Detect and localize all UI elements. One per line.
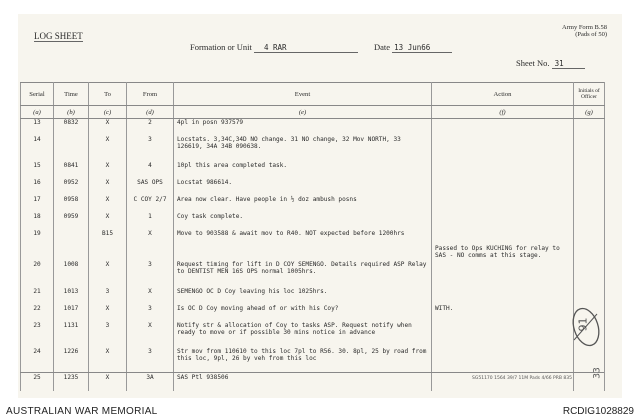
to-cell: X — [89, 196, 127, 213]
column-header-row — [21, 83, 605, 106]
margin-page-number-top: 91 — [576, 317, 590, 332]
to-cell: 3 — [89, 322, 127, 348]
table-row — [21, 322, 605, 348]
col-serial: Serial — [21, 83, 54, 106]
date-field: Date 13 Jun66 — [374, 42, 452, 53]
initials-cell — [574, 196, 605, 213]
to-cell: X — [89, 179, 127, 196]
time-cell: 1008 — [54, 261, 89, 288]
action-cell — [432, 261, 574, 288]
col-initials: Initials of Officer — [574, 83, 605, 106]
from-cell: 3 — [127, 136, 174, 162]
table-row — [21, 213, 605, 230]
from-cell: 2 — [127, 119, 174, 136]
event-cell: 4pl in posn 937579 — [174, 119, 432, 136]
table-row — [21, 305, 605, 322]
form-number: Army Form B.58 (Pads of 50) — [562, 24, 607, 38]
archive-footer — [0, 403, 640, 420]
time-cell: 0841 — [54, 162, 89, 179]
to-cell: X — [89, 136, 127, 162]
margin-page-number-bottom: 33 — [592, 367, 603, 379]
col-sub: (e) — [174, 106, 432, 119]
print-code: SG51170 1564 39/7 11M Pads 4/66 PRB 835 — [472, 376, 572, 381]
from-cell: X — [127, 322, 174, 348]
table-row — [21, 288, 605, 305]
action-cell — [432, 288, 574, 305]
action-cell — [432, 322, 574, 348]
serial-cell: 25 — [21, 374, 54, 391]
serial-cell: 19 — [21, 230, 54, 261]
action-cell — [432, 348, 574, 374]
time-cell: 1013 — [54, 288, 89, 305]
to-cell: X — [89, 162, 127, 179]
initials-cell — [574, 179, 605, 196]
initials-cell — [574, 230, 605, 261]
col-sub: (d) — [127, 106, 174, 119]
from-cell: 3 — [127, 261, 174, 288]
archive-name: AUSTRALIAN WAR MEMORIAL — [6, 406, 158, 417]
from-cell: 3A — [127, 374, 174, 391]
serial-cell: 21 — [21, 288, 54, 305]
event-cell: Request timing for lift in D COY SEMENGO. Details required ASP Relay to DENTIST MEN 16S OPS normal 1005hrs. — [174, 261, 432, 288]
formation-value: 4 RAR — [254, 43, 358, 53]
event-cell: Area now clear. Have people in ½ doz ambush posns — [174, 196, 432, 213]
time-cell: 0958 — [54, 196, 89, 213]
action-cell — [432, 213, 574, 230]
event-cell: Is OC D Coy moving ahead of or with his Coy? — [174, 305, 432, 322]
col-sub: (f) — [432, 106, 574, 119]
col-sub: (a) — [21, 106, 54, 119]
serial-cell: 22 — [21, 305, 54, 322]
action-cell — [432, 136, 574, 162]
serial-cell: 14 — [21, 136, 54, 162]
from-cell: 4 — [127, 162, 174, 179]
time-cell: 0959 — [54, 213, 89, 230]
to-cell: X — [89, 119, 127, 136]
time-cell: 0952 — [54, 179, 89, 196]
event-cell: SAS Ptl 938506 — [174, 374, 432, 391]
table-bottom-rule — [20, 372, 604, 373]
to-cell: X — [89, 213, 127, 230]
sheet-title: LOG SHEET — [34, 31, 83, 41]
serial-cell: 23 — [21, 322, 54, 348]
initials-cell — [574, 261, 605, 288]
serial-cell: 17 — [21, 196, 54, 213]
table-row — [21, 348, 605, 374]
col-time: Time — [54, 83, 89, 106]
log-table — [20, 82, 605, 391]
time-cell: 0832 — [54, 119, 89, 136]
time-cell: 1131 — [54, 322, 89, 348]
event-cell: Move to 903588 & await mov to R40. NOT expected before 1200hrs — [174, 230, 432, 261]
serial-cell: 13 — [21, 119, 54, 136]
col-from: From — [127, 83, 174, 106]
to-cell: X — [89, 374, 127, 391]
time-cell: 1226 — [54, 348, 89, 374]
to-cell: X — [89, 261, 127, 288]
table-row — [21, 119, 605, 136]
date-value: 13 Jun66 — [392, 43, 452, 53]
initials-cell — [574, 162, 605, 179]
sheet-number-field: Sheet No. 31 — [516, 58, 585, 69]
col-event: Event — [174, 83, 432, 106]
time-cell — [54, 230, 89, 261]
to-cell: B15 — [89, 230, 127, 261]
from-cell: C COY 2/7 — [127, 196, 174, 213]
serial-cell: 16 — [21, 179, 54, 196]
event-cell: Notify str & allocation of Coy to tasks ASP. Request notify when ready to move or if possible 30 mins notice in advance — [174, 322, 432, 348]
to-cell: X — [89, 305, 127, 322]
from-cell: 3 — [127, 305, 174, 322]
table-row — [21, 261, 605, 288]
table-row — [21, 196, 605, 213]
col-sub: (b) — [54, 106, 89, 119]
col-action: Action — [432, 83, 574, 106]
to-cell: X — [89, 348, 127, 374]
event-cell: Locstat 986614. — [174, 179, 432, 196]
initials-cell — [574, 288, 605, 305]
event-cell: Coy task complete. — [174, 213, 432, 230]
table-row — [21, 136, 605, 162]
time-cell — [54, 136, 89, 162]
from-cell: SAS OPS — [127, 179, 174, 196]
sheet-number-value: 31 — [552, 59, 585, 69]
col-to: To — [89, 83, 127, 106]
col-sub: (g) — [574, 106, 605, 119]
initials-cell — [574, 119, 605, 136]
initials-cell — [574, 213, 605, 230]
initials-cell — [574, 136, 605, 162]
time-cell: 1235 — [54, 374, 89, 391]
action-cell — [432, 162, 574, 179]
from-cell: X — [127, 230, 174, 261]
serial-cell: 15 — [21, 162, 54, 179]
event-cell: SEMENGO OC D Coy leaving his loc 1025hrs. — [174, 288, 432, 305]
action-cell: Passed to Ops KUCHING for relay to SAS - NO comms at this stage. — [432, 230, 574, 261]
formation-field: Formation or Unit 4 RAR — [190, 42, 358, 53]
serial-cell: 18 — [21, 213, 54, 230]
serial-cell: 20 — [21, 261, 54, 288]
table-row — [21, 179, 605, 196]
table-row — [21, 162, 605, 179]
serial-cell: 24 — [21, 348, 54, 374]
action-cell — [432, 196, 574, 213]
from-cell: 1 — [127, 213, 174, 230]
col-sub: (c) — [89, 106, 127, 119]
table-row — [21, 230, 605, 261]
action-cell: WITH. — [432, 305, 574, 322]
event-cell: 10pl this area completed task. — [174, 162, 432, 179]
from-cell: 3 — [127, 348, 174, 374]
event-cell: Str mov from 110610 to this loc 7pl to R56. 30. 8pl, 25 by road from this loc, 9pl, 26 by veh from this loc — [174, 348, 432, 374]
from-cell: X — [127, 288, 174, 305]
event-cell: Locstats. 3,34C,34D NO change. 31 NO change, 32 Mov NORTH, 33 126619, 34A 34B 090638. — [174, 136, 432, 162]
archive-id: RCDIG1028829 — [562, 406, 634, 417]
action-cell — [432, 119, 574, 136]
column-subheader-row — [21, 106, 605, 119]
time-cell: 1017 — [54, 305, 89, 322]
to-cell: 3 — [89, 288, 127, 305]
action-cell — [432, 179, 574, 196]
